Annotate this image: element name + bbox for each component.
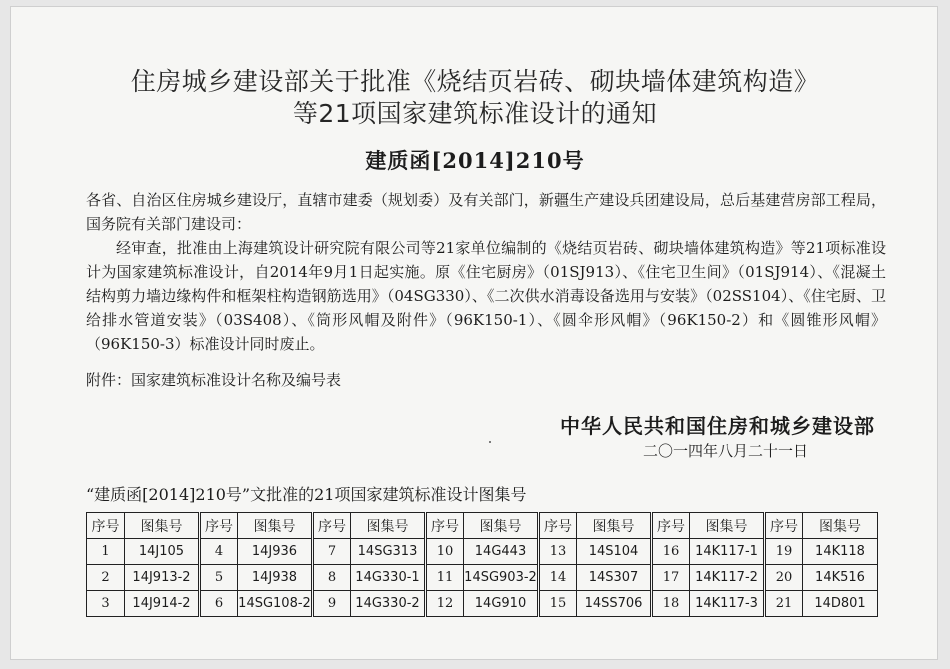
atlas-cell: 14K516 — [803, 565, 878, 591]
seq-cell: 16 — [652, 539, 690, 565]
seq-cell: 6 — [200, 591, 238, 617]
header-atlas: 图集号 — [238, 513, 313, 539]
header-atlas: 图集号 — [577, 513, 652, 539]
atlas-cell: 14SG313 — [351, 539, 426, 565]
table-row — [87, 591, 878, 617]
atlas-cell: 14J105 — [125, 539, 200, 565]
atlas-cell: 14SG108-2 — [238, 591, 313, 617]
seq-cell: 12 — [426, 591, 464, 617]
header-seq: 序号 — [200, 513, 238, 539]
header-atlas: 图集号 — [464, 513, 539, 539]
header-atlas: 图集号 — [351, 513, 426, 539]
header-atlas: 图集号 — [690, 513, 765, 539]
atlas-cell: 14J938 — [238, 565, 313, 591]
table-row — [87, 565, 878, 591]
seq-cell: 13 — [539, 539, 577, 565]
atlas-cell: 14K117-2 — [690, 565, 765, 591]
atlas-cell: 14D801 — [803, 591, 878, 617]
header-seq: 序号 — [539, 513, 577, 539]
atlas-cell: 14J936 — [238, 539, 313, 565]
atlas-cell: 14G330-1 — [351, 565, 426, 591]
atlas-cell: 14J913-2 — [125, 565, 200, 591]
attachment-line: 附件：国家建筑标准设计名称及编号表 — [86, 371, 342, 389]
seq-cell: 20 — [765, 565, 803, 591]
atlas-cell: 14K117-1 — [690, 539, 765, 565]
document-number: 建质函[2014]210号 — [365, 148, 585, 173]
header-seq: 序号 — [765, 513, 803, 539]
seq-cell: 5 — [200, 565, 238, 591]
seq-cell: 1 — [87, 539, 125, 565]
addressee-paragraph: 各省、自治区住房城乡建设厅，直辖市建委（规划委）及有关部门，新疆生产建设兵团建设局，总后基建营房部工程局，国务院有关部门建设司： — [86, 191, 886, 233]
header-seq: 序号 — [426, 513, 464, 539]
atlas-cell: 14G910 — [464, 591, 539, 617]
atlas-cell: 14SS706 — [577, 591, 652, 617]
atlas-cell: 14K118 — [803, 539, 878, 565]
header-seq: 序号 — [313, 513, 351, 539]
header-seq: 序号 — [652, 513, 690, 539]
header-atlas: 图集号 — [125, 513, 200, 539]
atlas-cell: 14S307 — [577, 565, 652, 591]
seq-cell: 8 — [313, 565, 351, 591]
atlas-number-table — [86, 512, 878, 617]
issue-date: 二〇一四年八月二十一日 — [642, 442, 808, 460]
scan-speck — [489, 441, 491, 443]
seq-cell: 18 — [652, 591, 690, 617]
header-atlas: 图集号 — [803, 513, 878, 539]
atlas-cell: 14G443 — [464, 539, 539, 565]
main-paragraph: 经审查，批准由上海建筑设计研究院有限公司等21家单位编制的《烧结页岩砖、砌块墙体建筑构造》等21项标准设计为国家建筑标准设计，自2014年9月1日起实施。原《住宅厨房》（01SJ913）、《住宅卫生间》（01SJ914）、《混凝土结构剪力墙边缘构件和框架柱构造钢筋选用》（04SG330）、《二次供水消毒设备选用与安装》（02SS104）、《住宅厨、卫给排水管道安装》（03S408）、《筒形风帽及附件》（96K150-1）、《圆伞形风帽》（96K150-2）和《圆锥形风帽》（96K150-3）标准设计同时废止。 — [86, 239, 886, 353]
seq-cell: 11 — [426, 565, 464, 591]
seq-cell: 10 — [426, 539, 464, 565]
atlas-cell: 14SG903-2 — [464, 565, 539, 591]
seq-cell: 17 — [652, 565, 690, 591]
seq-cell: 14 — [539, 565, 577, 591]
seq-cell: 4 — [200, 539, 238, 565]
table-caption: “建质函[2014]210号”文批准的21项国家建筑标准设计图集号 — [86, 485, 527, 504]
notice-title-line-2: 等21项国家建筑标准设计的通知 — [292, 99, 658, 128]
table-row — [87, 539, 878, 565]
seq-cell: 19 — [765, 539, 803, 565]
header-seq: 序号 — [87, 513, 125, 539]
atlas-cell: 14S104 — [577, 539, 652, 565]
seq-cell: 21 — [765, 591, 803, 617]
atlas-cell: 14K117-3 — [690, 591, 765, 617]
seq-cell: 7 — [313, 539, 351, 565]
issuing-authority: 中华人民共和国住房和城乡建设部 — [560, 414, 875, 438]
seq-cell: 9 — [313, 591, 351, 617]
seq-cell: 15 — [539, 591, 577, 617]
atlas-cell: 14J914-2 — [125, 591, 200, 617]
atlas-cell: 14G330-2 — [351, 591, 426, 617]
seq-cell: 3 — [87, 591, 125, 617]
table-header-row — [87, 513, 878, 539]
seq-cell: 2 — [87, 565, 125, 591]
notice-title-line-1: 住房城乡建设部关于批准《烧结页岩砖、砌块墙体建筑构造》 — [130, 67, 820, 96]
